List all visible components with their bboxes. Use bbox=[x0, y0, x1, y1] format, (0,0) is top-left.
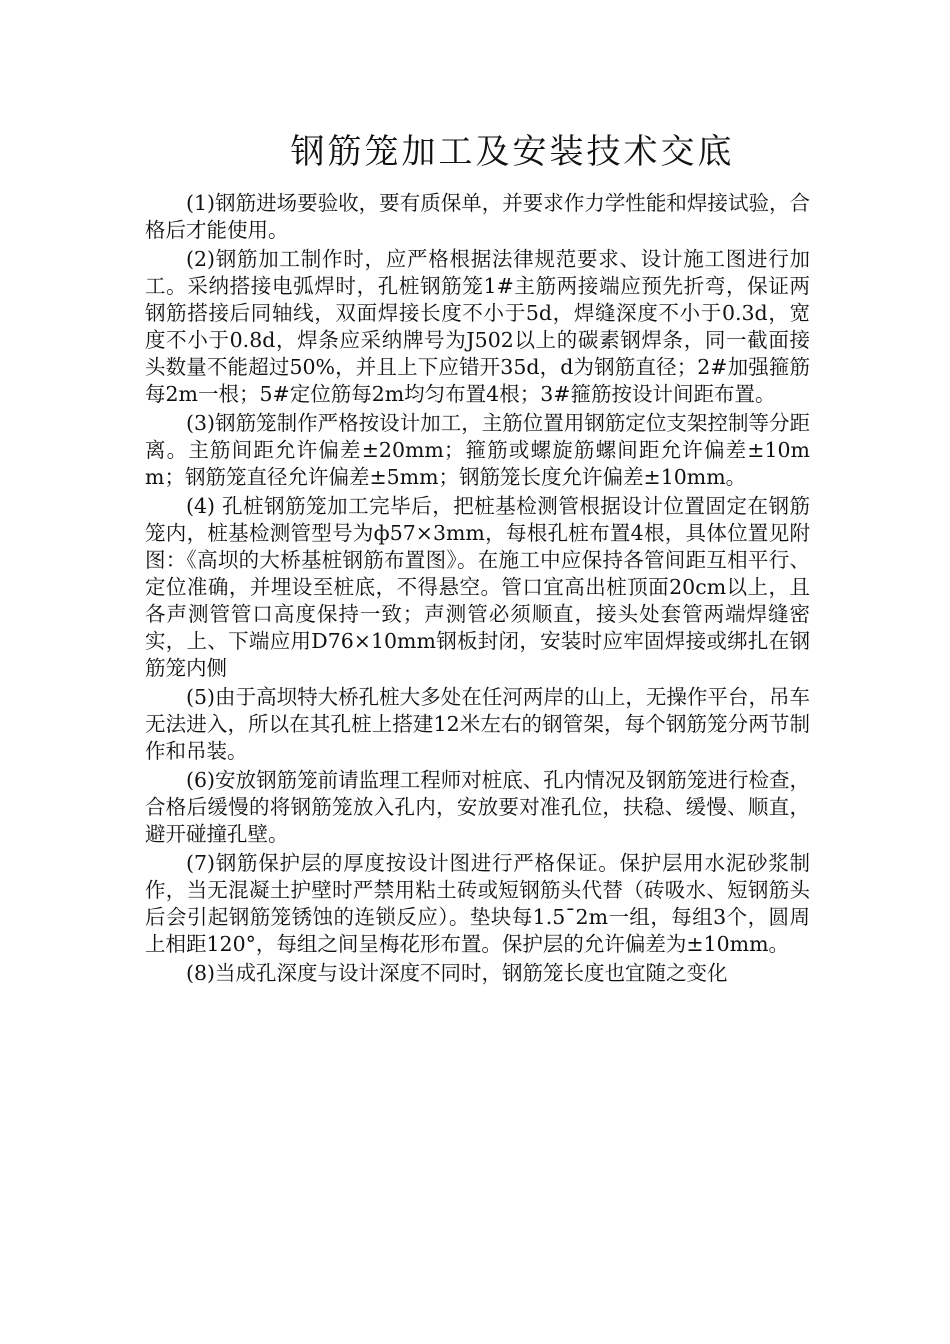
paragraph-5: (5)由于高坝特大桥孔桩大多处在任河两岸的山上，无操作平台，吊车无法进入，所以在其孔桩上搭建12米左右的钢管架，每个钢筋笼分两节制作和吊装。 bbox=[145, 685, 810, 763]
document-page bbox=[145, 128, 810, 989]
page-title: 钢筋笼加工及安装技术交底 bbox=[290, 132, 735, 172]
paragraph-4: (4) 孔桩钢筋笼加工完毕后，把桩基检测管根据设计位置固定在钢筋笼内，桩基检测管型号为ф57×3mm，每根孔桩布置4根，具体位置见附图：《高坝的大桥基桩钢筋布置图》。在施工中应保持各管间距互相平行、定位准确，并埋设至桩底，不得悬空。管口宜高出桩顶面20cm以上，且各声测管管口高度保持一致；声测管必须顺直，接头处套管两端焊缝密实，上、下端应用D76×10mm钢板封闭，安装时应牢固焊接或绑扎在钢筋笼内侧 bbox=[145, 494, 810, 680]
paragraph-1: (1)钢筋进场要验收，要有质保单，并要求作力学性能和焊接试验，合格后才能使用。 bbox=[145, 191, 810, 242]
paragraph-2: (2)钢筋加工制作时，应严格根据法律规范要求、设计施工图进行加工。采纳搭接电弧焊时，孔桩钢筋笼1#主筋两接端应预先折弯，保证两钢筋搭接后同轴线，双面焊接长度不小于5d，焊缝深度不小于0.3d，宽度不小于0.8d，焊条应采纳牌号为J502以上的碳素钢焊条，同一截面接头数量不能超过50%，并且上下应错开35d，d为钢筋直径；2#加强箍筋每2m一根；5#定位筋每2m均匀布置4根；3#箍筋按设计间距布置。 bbox=[145, 247, 810, 406]
paragraph-7: (7)钢筋保护层的厚度按设计图进行严格保证。保护层用水泥砂浆制作，当无混凝土护壁时严禁用粘土砖或短钢筋头代替（砖吸水、短钢筋头后会引起钢筋笼锈蚀的连锁反应）。垫块每1.5¯2m一组，每组3个，圆周上相距120°，每组之间呈梅花形布置。保护层的允许偏差为±10mm。 bbox=[145, 851, 810, 956]
paragraph-8: (8)当成孔深度与设计深度不同时，钢筋笼长度也宜随之变化 bbox=[186, 961, 728, 985]
paragraph-6: (6)安放钢筋笼前请监理工程师对桩底、孔内情况及钢筋笼进行检查，合格后缓慢的将钢筋笼放入孔内，安放要对准孔位，扶稳、缓慢、顺直，避开碰撞孔壁。 bbox=[145, 768, 810, 846]
paragraph-3: (3)钢筋笼制作严格按设计加工，主筋位置用钢筋定位支架控制等分距离。主筋间距允许偏差±20mm；箍筋或螺旋筋螺间距允许偏差±10mm；钢筋笼直径允许偏差±5mm；钢筋笼长度允许偏差±10mm。 bbox=[145, 411, 810, 489]
